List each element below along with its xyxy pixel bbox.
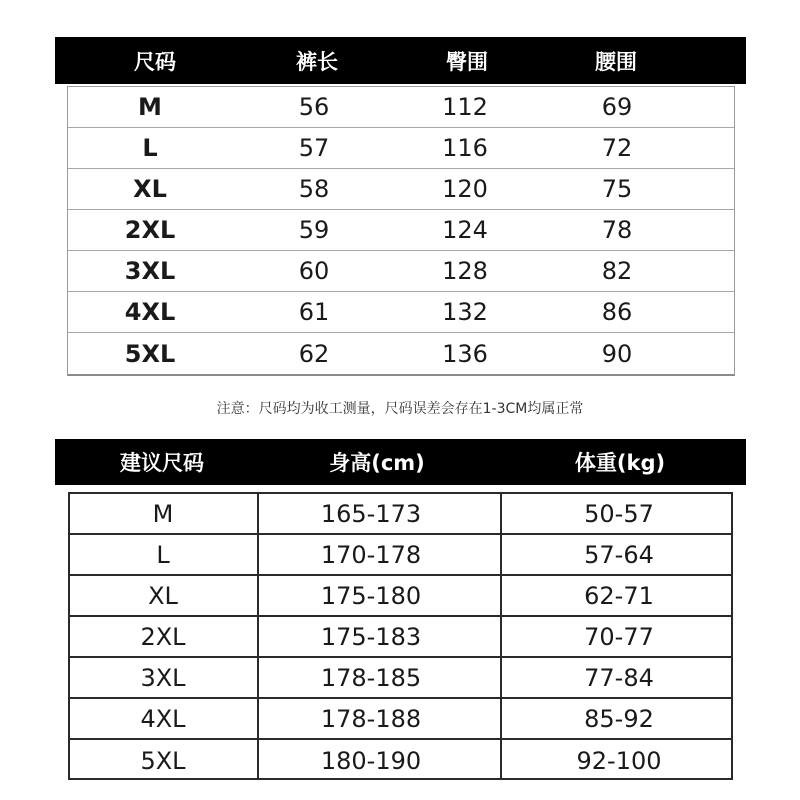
recommended-size-cell: L <box>156 540 170 569</box>
pants-length-cell: 60 <box>298 257 330 285</box>
table-row <box>70 576 731 617</box>
hip-cell: 124 <box>442 216 488 244</box>
height-cell: 178-185 <box>320 663 422 692</box>
waist-cell: 75 <box>601 175 633 203</box>
weight-cell: 92-100 <box>576 746 662 775</box>
height-cell: 165-173 <box>320 499 422 528</box>
size-cell: M <box>138 93 162 121</box>
height-cell: 178-188 <box>320 704 422 733</box>
waist-cell: 90 <box>601 339 633 368</box>
pants-length-cell: 56 <box>298 93 330 121</box>
recommended-size-cell: M <box>152 499 174 528</box>
size-cell: XL <box>133 175 167 203</box>
hip-cell: 128 <box>442 257 488 285</box>
weight-cell: 57-64 <box>584 540 654 569</box>
table-row <box>68 251 734 292</box>
weight-cell: 70-77 <box>584 622 654 651</box>
size-cell: 3XL <box>124 257 176 285</box>
recommendation-table-header <box>55 439 746 485</box>
table-row <box>68 333 734 374</box>
waist-cell: 78 <box>601 216 633 244</box>
weight-cell: 85-92 <box>584 704 654 733</box>
table-row <box>70 658 731 699</box>
recommended-size-cell: 3XL <box>140 663 186 692</box>
table-row <box>68 292 734 333</box>
pants-length-cell: 61 <box>298 298 330 326</box>
hip-cell: 120 <box>442 175 488 203</box>
measurement-note: 注意：尺码均为收工测量，尺码误差会存在1-3CM均属正常 <box>216 401 584 417</box>
size-cell: L <box>142 134 158 162</box>
table-row <box>70 617 731 658</box>
hip-cell: 116 <box>442 134 488 162</box>
waist-cell: 86 <box>601 298 633 326</box>
table-row <box>68 210 734 251</box>
size-cell: 5XL <box>124 339 176 368</box>
pants-length-cell: 59 <box>298 216 330 244</box>
size-cell: 4XL <box>124 298 176 326</box>
header-pants-length: 裤长 <box>296 49 338 74</box>
header-waist: 腰围 <box>595 49 637 74</box>
waist-cell: 69 <box>601 93 633 121</box>
table-row <box>70 699 731 740</box>
pants-length-cell: 58 <box>298 175 330 203</box>
table-row <box>68 169 734 210</box>
hip-cell: 112 <box>442 93 488 121</box>
hip-cell: 136 <box>442 339 488 368</box>
size-table-header <box>55 37 746 84</box>
header-recommended-size: 建议尺码 <box>120 451 204 475</box>
waist-cell: 82 <box>601 257 633 285</box>
weight-cell: 77-84 <box>584 663 654 692</box>
height-cell: 175-180 <box>320 581 422 610</box>
header-hip: 臀围 <box>446 49 488 74</box>
header-height: 身高(cm) <box>329 451 425 475</box>
weight-cell: 50-57 <box>584 499 654 528</box>
table-row <box>68 87 734 128</box>
height-cell: 170-178 <box>320 540 422 569</box>
weight-cell: 62-71 <box>584 581 654 610</box>
pants-length-cell: 57 <box>298 134 330 162</box>
recommended-size-cell: 5XL <box>140 746 186 775</box>
recommended-size-cell: XL <box>148 581 178 610</box>
header-size: 尺码 <box>134 49 176 74</box>
recommended-size-cell: 2XL <box>140 622 186 651</box>
header-weight: 体重(kg) <box>574 451 666 475</box>
height-cell: 180-190 <box>320 746 422 775</box>
table-row <box>70 740 731 781</box>
hip-cell: 132 <box>442 298 488 326</box>
height-cell: 175-183 <box>320 622 422 651</box>
table-row <box>70 494 731 535</box>
table-row <box>68 128 734 169</box>
recommended-size-cell: 4XL <box>140 704 186 733</box>
size-measurement-table <box>67 86 735 376</box>
size-cell: 2XL <box>124 216 176 244</box>
waist-cell: 72 <box>601 134 633 162</box>
table-row <box>70 535 731 576</box>
size-recommendation-table <box>68 492 733 780</box>
pants-length-cell: 62 <box>298 339 330 368</box>
